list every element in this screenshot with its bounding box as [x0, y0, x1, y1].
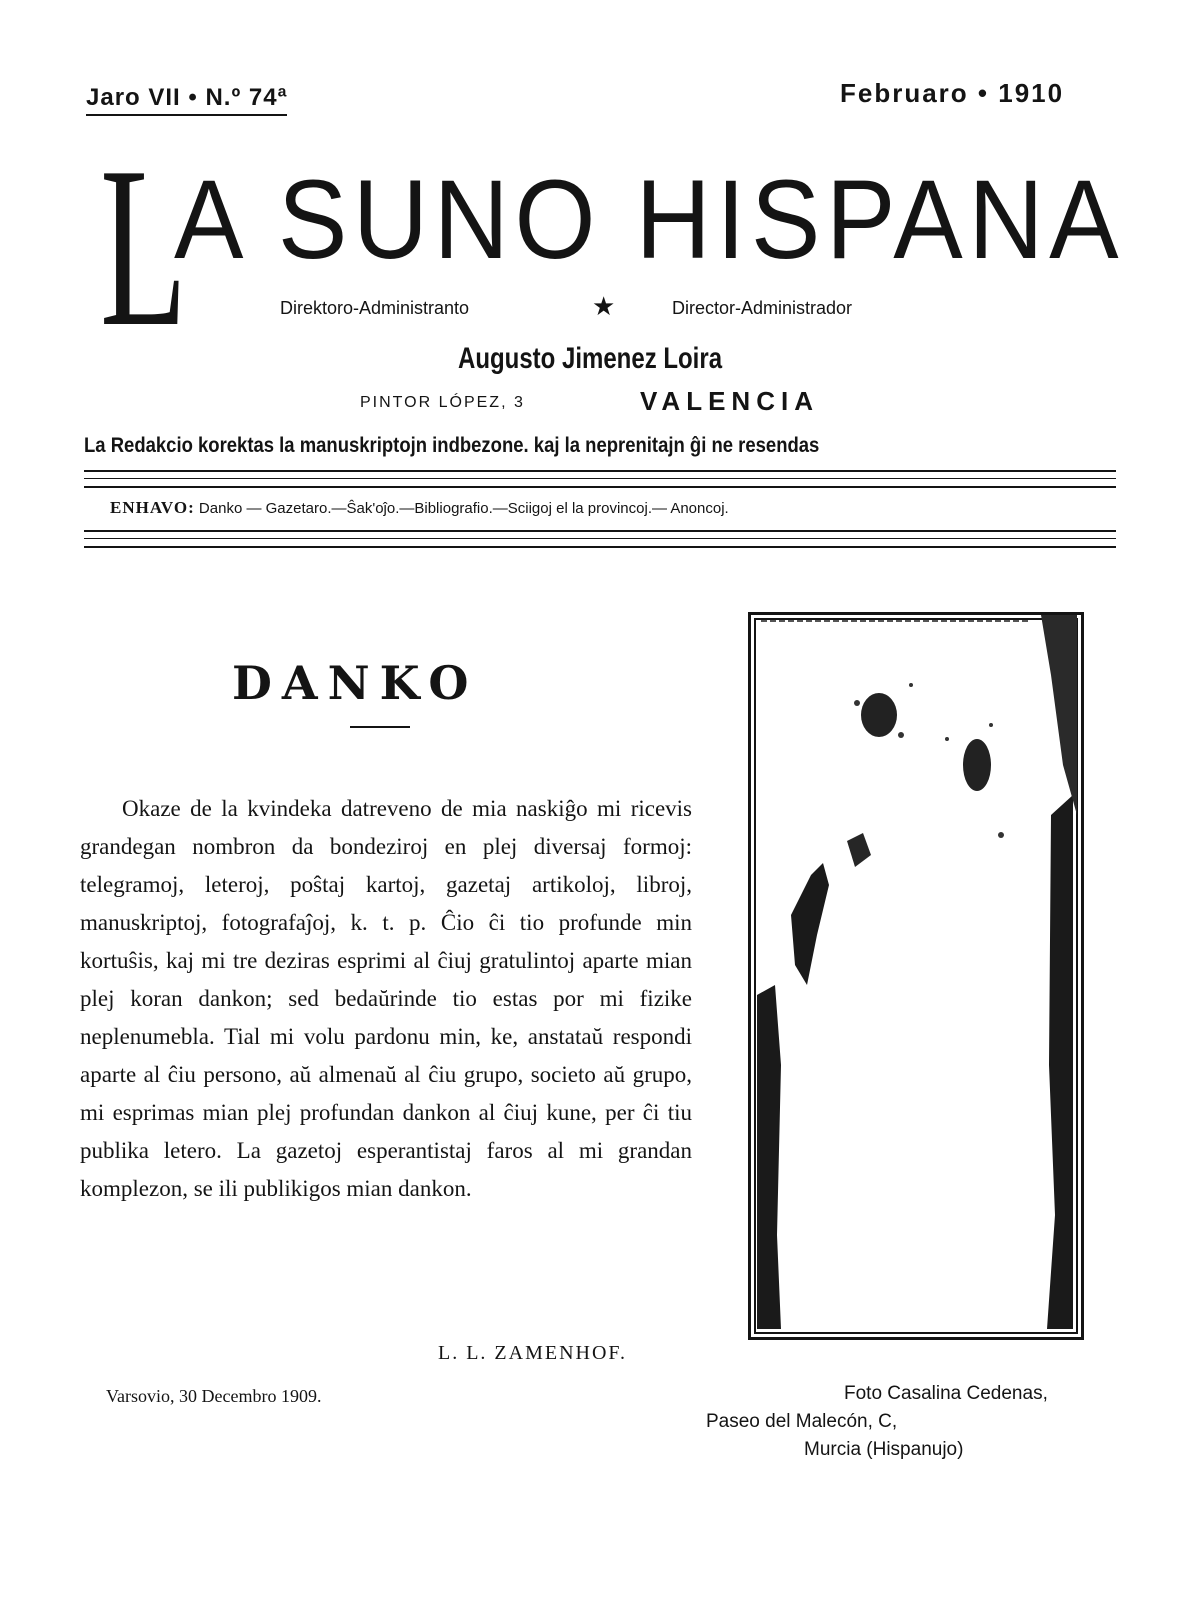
divider-rule: [84, 486, 1116, 488]
divider-rule: [84, 478, 1116, 479]
photo-credit-line: Murcia (Hispanujo): [804, 1439, 964, 1460]
article-title: DANKO: [232, 656, 479, 710]
article-place-date: Varsovio, 30 Decembro 1909.: [106, 1386, 322, 1406]
divider-rule: [84, 530, 1116, 532]
title-underline: [350, 726, 410, 728]
photo-credit-line: Paseo del Malecón, C,: [706, 1411, 898, 1432]
portrait-photo: [748, 612, 1084, 1340]
director-name: Augusto Jimenez Loira: [458, 342, 723, 375]
divider-rule: [84, 470, 1116, 472]
issue-number: Jaro VII • N.º 74ª: [86, 84, 287, 116]
article-body: Okaze de la kvindeka datreveno de mia naskiĝo mi ricevis grandegan nombron da bondeziroj en plej diversaj formoj: telegramoj, leteroj, poŝtaj kartoj, gazetaj artikoloj, libroj, manuskriptoj, fotografaĵoj, k. t. p. Ĉio ĉi tio profunde min kortuŝis, kaj mi tre deziras esprimi al ĉiuj gratulintoj aparte mian plej koran dankon; sed bedaŭrinde tio estas por mi fizike neplenumebla. Tial mi volu pardonu min, ke, anstataŭ respondi aparte al ĉiu persono, aŭ almenaŭ al ĉiu grupo, societo aŭ grupo, mi esprimas mian plej profundan dankon al ĉiuj kune, per ĉi tiu publika letero. La gazetoj esperantistaj faros al mi grandan komplezon, se ili publikigos mian dankon.: [80, 796, 692, 1201]
masthead-initial: L: [100, 119, 188, 374]
photo-credit-line: Foto Casalina Cedenas,: [844, 1383, 1048, 1404]
editorial-notice: La Redakcio korektas la manuskriptojn indbezone. kaj la neprenitajn ĝi ne resendas: [84, 434, 820, 457]
contents-text: Danko — Gazetaro.—Ŝak'oĵo.—Bibliografio.—Sciigoj el la provincoj.— Anoncoj.: [198, 500, 729, 517]
table-of-contents: [110, 498, 729, 518]
director-label-spanish: Director-Administrador: [672, 298, 853, 318]
city: VALENCIA: [640, 386, 819, 416]
photo-credit: [700, 1380, 1110, 1464]
address: PINTOR LÓPEZ, 3: [360, 394, 525, 411]
divider-rule: [84, 538, 1116, 539]
star-icon: ★: [592, 292, 616, 322]
masthead-title-rest: A SUNO HISPANA: [174, 157, 1125, 282]
divider-rule: [84, 546, 1116, 548]
article-signature: L. L. ZAMENHOF.: [438, 1342, 627, 1364]
contents-label: ENHAVO:: [110, 498, 195, 517]
portrait-image: [751, 615, 1081, 1337]
issue-date: Februaro • 1910: [840, 78, 1065, 108]
director-label-esperanto: Direktoro-Administranto: [280, 298, 470, 318]
